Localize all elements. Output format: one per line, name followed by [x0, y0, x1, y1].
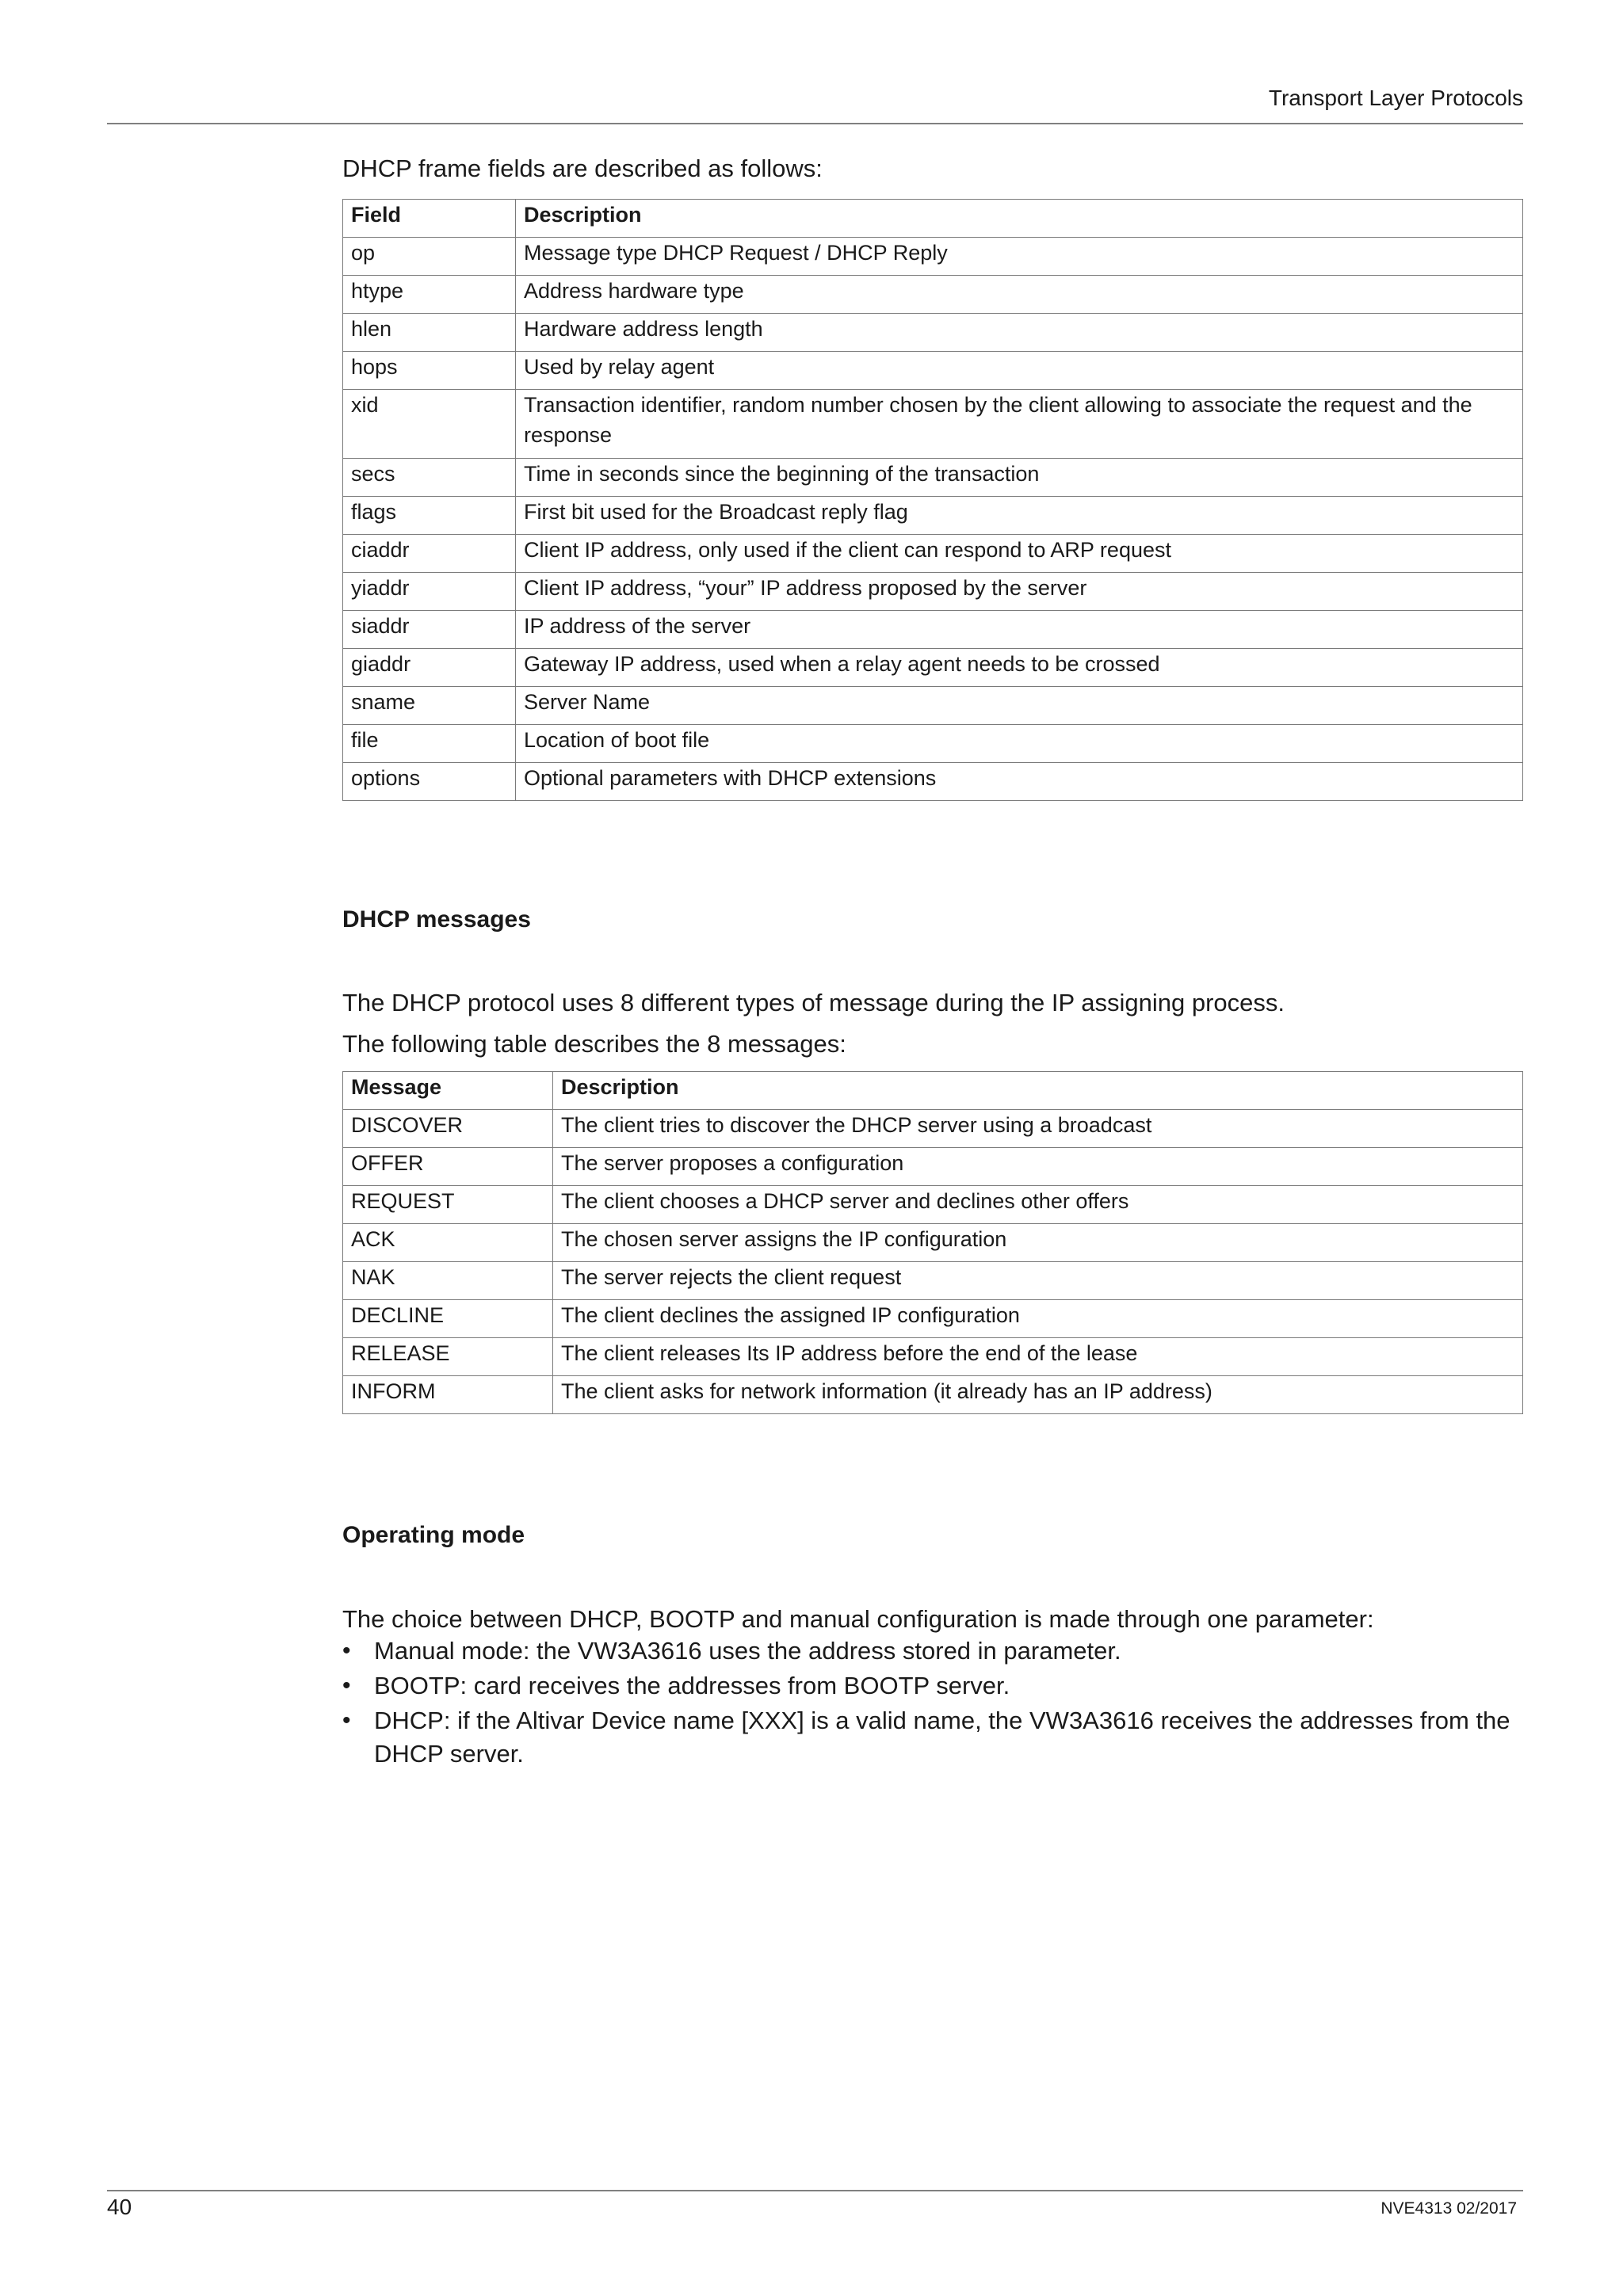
page-number: 40 [107, 2195, 132, 2219]
table-row [343, 611, 1523, 649]
table-row [343, 1376, 1523, 1414]
message-description: The client asks for network information (it already has an IP address) [553, 1376, 1523, 1414]
message-type: ACK [343, 1224, 553, 1262]
footer-rule [107, 2190, 1523, 2191]
message-description: The server proposes a configuration [553, 1148, 1523, 1186]
message-description: The client tries to discover the DHCP server using a broadcast [553, 1110, 1523, 1148]
dhcp-messages-table-intro: The following table describes the 8 messages: [342, 1030, 846, 1058]
running-header-title: Transport Layer Protocols [1268, 86, 1523, 110]
table-row [343, 1262, 1523, 1300]
message-type: REQUEST [343, 1186, 553, 1224]
table-row [343, 649, 1523, 687]
field-name: yiaddr [343, 573, 516, 611]
dhcp-fields-table [342, 199, 1523, 801]
field-description: Location of boot file [516, 725, 1523, 763]
field-name: op [343, 238, 516, 276]
field-description: IP address of the server [516, 611, 1523, 649]
field-description: Client IP address, “your” IP address proposed by the server [516, 573, 1523, 611]
table-row [343, 1338, 1523, 1376]
message-description: The server rejects the client request [553, 1262, 1523, 1300]
column-header-description: Description [516, 200, 1523, 238]
fields-intro: DHCP frame fields are described as follows: [342, 154, 823, 182]
table-row [343, 725, 1523, 763]
table-row [343, 535, 1523, 573]
field-name: file [343, 725, 516, 763]
field-name: options [343, 763, 516, 801]
field-description: Server Name [516, 687, 1523, 725]
message-description: The client declines the assigned IP configuration [553, 1300, 1523, 1338]
field-description: Message type DHCP Request / DHCP Reply [516, 238, 1523, 276]
table-row [343, 276, 1523, 314]
field-description: Used by relay agent [516, 352, 1523, 390]
field-name: xid [343, 390, 516, 459]
field-description: Address hardware type [516, 276, 1523, 314]
column-header-description: Description [553, 1072, 1523, 1110]
field-name: secs [343, 459, 516, 497]
field-name: hops [343, 352, 516, 390]
table-row [343, 1224, 1523, 1262]
column-header-message: Message [343, 1072, 553, 1110]
section-heading-operating-mode: Operating mode [342, 1522, 525, 1548]
table-row [343, 687, 1523, 725]
operating-mode-intro: The choice between DHCP, BOOTP and manual configuration is made through one parameter: [342, 1605, 1374, 1633]
field-name: flags [343, 497, 516, 535]
field-description: Time in seconds since the beginning of the transaction [516, 459, 1523, 497]
list-item: • Manual mode: the VW3A3616 uses the address stored in parameter. [342, 1634, 1523, 1668]
table-row [343, 1110, 1523, 1148]
field-name: htype [343, 276, 516, 314]
field-description: Client IP address, only used if the client can respond to ARP request [516, 535, 1523, 573]
field-description: First bit used for the Broadcast reply flag [516, 497, 1523, 535]
dhcp-messages-intro: The DHCP protocol uses 8 different types of message during the IP assigning process. [342, 989, 1285, 1016]
document-reference: NVE4313 02/2017 [1381, 2199, 1517, 2218]
dhcp-messages-table [342, 1071, 1523, 1414]
field-description: Transaction identifier, random number chosen by the client allowing to associate the request and the response [516, 390, 1523, 459]
header-rule [107, 123, 1523, 124]
table-row [343, 497, 1523, 535]
table-header-row [343, 1072, 1523, 1110]
list-item: • DHCP: if the Altivar Device name [XXX] is a valid name, the VW3A3616 receives the addresses from the DHCP server. [342, 1704, 1523, 1771]
message-type: OFFER [343, 1148, 553, 1186]
field-description: Gateway IP address, used when a relay agent needs to be crossed [516, 649, 1523, 687]
field-name: sname [343, 687, 516, 725]
table-row [343, 763, 1523, 801]
message-type: DECLINE [343, 1300, 553, 1338]
field-name: ciaddr [343, 535, 516, 573]
field-description: Hardware address length [516, 314, 1523, 352]
table-row [343, 573, 1523, 611]
message-type: NAK [343, 1262, 553, 1300]
table-row [343, 1300, 1523, 1338]
table-row [343, 1148, 1523, 1186]
table-row [343, 1186, 1523, 1224]
list-item: • BOOTP: card receives the addresses from BOOTP server. [342, 1669, 1523, 1703]
message-description: The chosen server assigns the IP configuration [553, 1224, 1523, 1262]
message-description: The client releases Its IP address before the end of the lease [553, 1338, 1523, 1376]
table-header-row [343, 200, 1523, 238]
field-name: giaddr [343, 649, 516, 687]
table-row [343, 238, 1523, 276]
field-name: hlen [343, 314, 516, 352]
table-row [343, 390, 1523, 459]
message-type: INFORM [343, 1376, 553, 1414]
table-row [343, 314, 1523, 352]
column-header-field: Field [343, 200, 516, 238]
message-type: RELEASE [343, 1338, 553, 1376]
message-type: DISCOVER [343, 1110, 553, 1148]
table-row [343, 352, 1523, 390]
field-description: Optional parameters with DHCP extensions [516, 763, 1523, 801]
message-description: The client chooses a DHCP server and declines other offers [553, 1186, 1523, 1224]
operating-mode-list [342, 1634, 1523, 1772]
table-row [343, 459, 1523, 497]
field-name: siaddr [343, 611, 516, 649]
section-heading-dhcp-messages: DHCP messages [342, 906, 531, 933]
